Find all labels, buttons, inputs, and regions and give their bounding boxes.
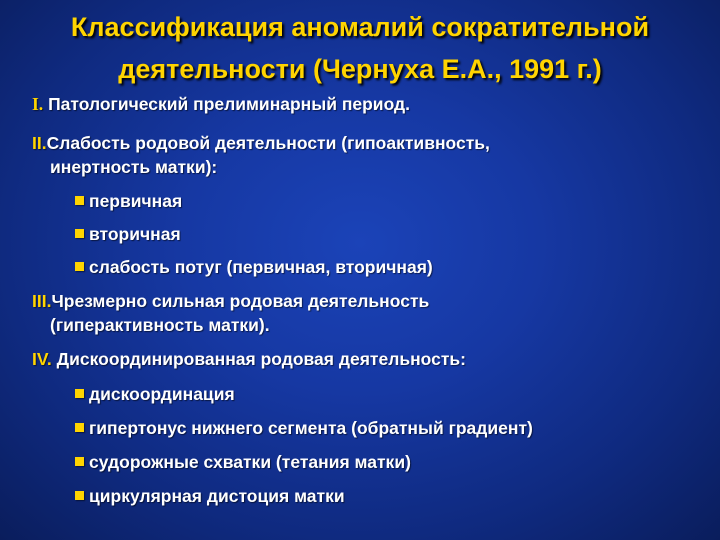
item-text-line-1: Слабость родовой деятельности (гипоактивность, — [46, 133, 490, 153]
list-item: гипертонус нижнего сегмента (обратный градиент) — [32, 416, 698, 440]
title-line-2: деятельности (Чернуха Е.А., 1991 г.) — [118, 54, 602, 84]
square-bullet-icon — [75, 491, 84, 500]
item-2-continuation — [32, 155, 698, 179]
item-number: IV. — [32, 349, 52, 369]
item-number: III. — [32, 291, 52, 311]
item-number: II. — [32, 133, 47, 153]
item-text-line-2: инертность матки): — [50, 157, 218, 177]
list-item: вторичная — [32, 222, 698, 246]
square-bullet-icon — [75, 262, 84, 271]
classification-list — [32, 92, 698, 508]
item-text-line-2: (гиперактивность матки). — [50, 315, 270, 335]
item-4 — [32, 347, 698, 371]
item-number: I. — [32, 94, 44, 114]
list-item: циркулярная дистоция матки — [32, 484, 698, 508]
square-bullet-icon — [75, 389, 84, 398]
item-text: Дискоординированная родовая деятельность: — [56, 349, 466, 369]
square-bullet-icon — [75, 457, 84, 466]
item-3 — [32, 289, 698, 313]
square-bullet-icon — [75, 423, 84, 432]
square-bullet-icon — [75, 196, 84, 205]
list-item: дискоординация — [32, 382, 698, 406]
item-text: Патологический прелиминарный период. — [48, 94, 410, 114]
item-text-line-1: Чрезмерно сильная родовая деятельность — [51, 291, 430, 311]
list-item: слабость потуг (первичная, вторичная) — [32, 255, 698, 279]
item-1 — [32, 92, 698, 116]
title-line-1: Классификация аномалий сократительной — [70, 12, 650, 42]
list-item: первичная — [32, 189, 698, 213]
square-bullet-icon — [75, 229, 84, 238]
item-2 — [32, 131, 698, 155]
item-3-continuation — [32, 313, 698, 337]
slide-title — [10, 6, 710, 90]
list-item: судорожные схватки (тетания матки) — [32, 450, 698, 474]
